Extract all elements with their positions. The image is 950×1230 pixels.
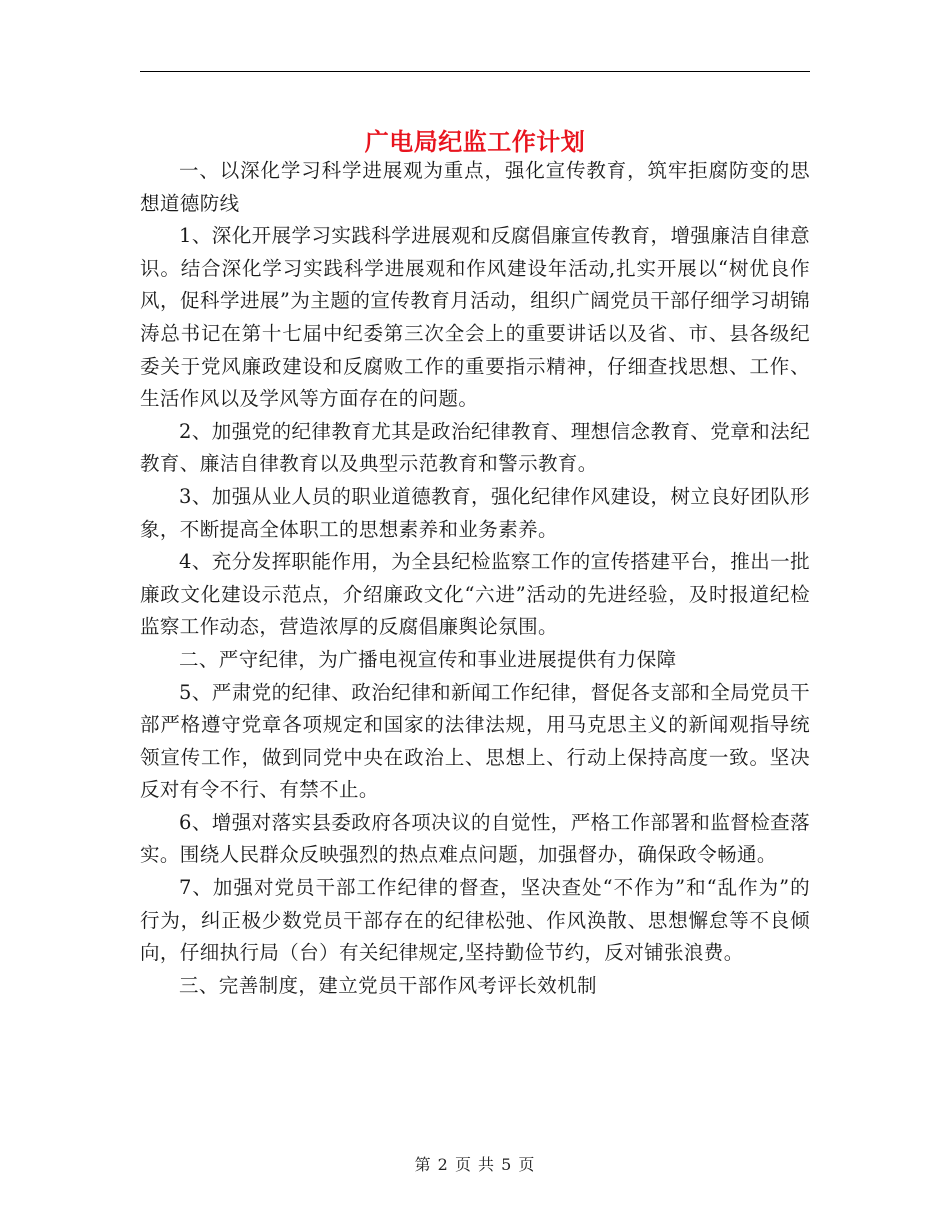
document-body (140, 155, 810, 1002)
document-title: 广电局纪监工作计划 (364, 127, 586, 157)
paragraph-item-5: 5、严肃党的纪律、政治纪律和新闻工作纪律，督促各支部和全局党员干部严格遵守党章各项规定和国家的法律法规，用马克思主义的新闻观指导统领宣传工作，做到同党中央在政治上、思想上、行动上保持高度一致。坚决反对有令不行、有禁不止。 (140, 680, 810, 802)
section-heading-2: 二、严守纪律，为广播电视宣传和事业进展提供有力保障 (179, 647, 677, 671)
header-rule (140, 71, 810, 72)
paragraph-item-6: 6、增强对落实县委政府各项决议的自觉性，严格工作部署和监督检查落实。围绕人民群众反映强烈的热点难点问题，加强督办，确保政令畅通。 (140, 810, 810, 867)
paragraph-item-4: 4、充分发挥职能作用，为全县纪检监察工作的宣传搭建平台，推出一批廉政文化建设示范点，介绍廉政文化“六进”活动的先进经验，及时报道纪检监察工作动态，营造浓厚的反腐倡廉舆论氛围。 (140, 550, 810, 639)
section-heading-1: 一、以深化学习科学进展观为重点，强化宣传教育，筑牢拒腐防变的思想道德防线 (140, 159, 810, 215)
paragraph-item-1: 1、深化开展学习实践科学进展观和反腐倡廉宣传教育，增强廉洁自律意识。结合深化学习实践科学进展观和作风建设年活动,扎实开展以“树优良作风，促科学进展”为主题的宣传教育月活动，组织广阔党员干部仔细学习胡锦涛总书记在第十七届中纪委第三次全会上的重要讲话以及省、市、县各级纪委关于党风廉政建设和反腐败工作的重要指示精神，仔细查找思想、工作、生活作风以及学风等方面存在的问题。 (140, 224, 810, 411)
paragraph-item-2: 2、加强党的纪律教育尤其是政治纪律教育、理想信念教育、党章和法纪教育、廉洁自律教育以及典型示范教育和警示教育。 (140, 419, 810, 476)
paragraph-item-7: 7、加强对党员干部工作纪律的督查，坚决查处“不作为”和“乱作为”的行为，纠正极少数党员干部存在的纪律松弛、作风涣散、思想懈怠等不良倾向，仔细执行局（台）有关纪律规定,坚持勤俭节约，反对铺张浪费。 (140, 876, 810, 965)
section-heading-3: 三、完善制度，建立党员干部作风考评长效机制 (179, 973, 597, 997)
paragraph-item-3: 3、加强从业人员的职业道德教育，强化纪律作风建设，树立良好团队形象，不断提高全体职工的思想素养和业务素养。 (140, 484, 810, 541)
page-number: 第 2 页 共 5 页 (414, 1155, 536, 1174)
